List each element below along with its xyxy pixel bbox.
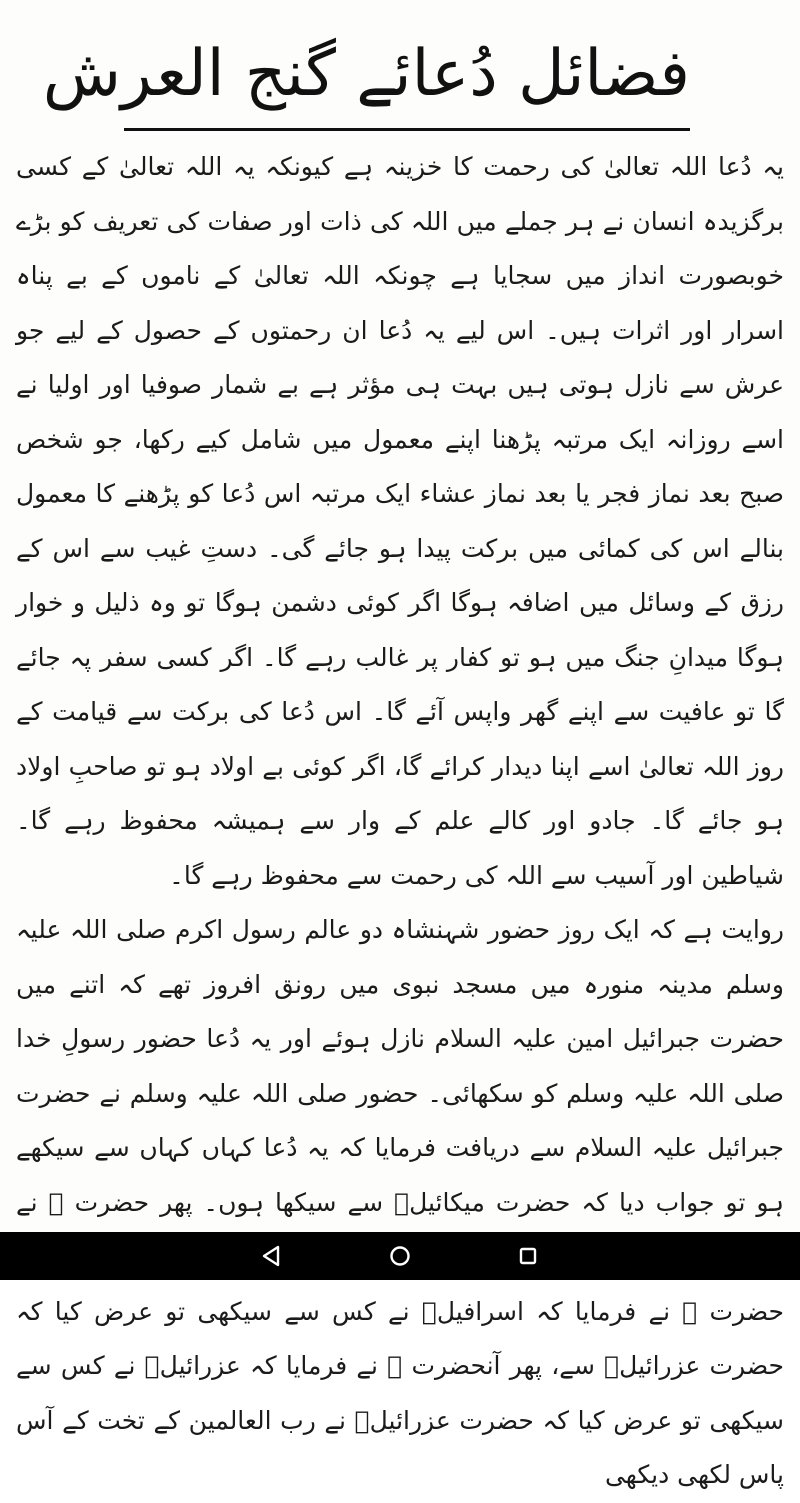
home-button[interactable] [372, 1240, 428, 1272]
triangle-back-icon [256, 1240, 288, 1272]
square-recents-icon [512, 1240, 544, 1272]
paragraph-narration: روایت ہے کہ ایک روز حضور شہنشاہ دو عالم رسول اکرم صلی اللہ علیہ وسلم مدینہ منورہ میں مسجد نبوی میں رونق افروز تھے کہ اتنے میں حضرت جبرائیل امین علیہ السلام نازل ہوئے اور یہ دُعا حضور رسولِ خدا صلی اللہ علیہ وسلم کو سکھائی۔ حضور صلی اللہ علیہ وسلم نے حضرت جبرائیل علیہ السلام سے دریافت فرمایا کہ یہ دُعا کہاں کہاں سے سیکھے ہو تو جواب دیا کہ حضرت میکائیلؑ سے سیکھا ہوں۔ پھر حضرت ﷺ نے حضرت ﷺ نے فرمایا کہ اسرافیلؑ نے کس سے سیکھی تو عرض کیا کہ حضرت عزرائیلؑ سے، پھر آنحضرت ﷺ نے فرمایا کہ عزرائیلؑ نے کس سے سیکھی تو عرض کیا کہ حضرت عزرائیلؑ نے رب العالمین کے تخت کے آس پاس لکھی دیکھی [16, 915, 784, 1489]
back-button[interactable] [244, 1240, 300, 1272]
recents-button[interactable] [500, 1240, 556, 1272]
system-navigation-bar [0, 1232, 800, 1280]
article-body [16, 140, 784, 1489]
title-underline [124, 128, 690, 131]
paragraph-virtues: یہ دُعا اللہ تعالیٰ کی رحمت کا خزینہ ہے کیونکہ یہ اللہ تعالیٰ کے کسی برگزیدہ انسان نے ہر جملے میں اللہ کی ذات اور صفات کی تعریف کو بڑے خوبصورت انداز میں سجایا ہے چونکہ اللہ تعالیٰ کے ناموں کے بے پناہ اسرار اور اثرات ہیں۔ اس لیے یہ دُعا ان رحمتوں کے حصول کے لیے جو عرش سے نازل ہوتی ہیں بہت ہی مؤثر ہے بے شمار صوفیا اور اولیا نے اسے روزانہ ایک مرتبہ پڑھنا اپنے معمول میں شامل کیے رکھا، جو شخص صبح بعد نماز فجر یا بعد نماز عشاء ایک مرتبہ اس دُعا کو پڑھنے کا معمول بنالے اس کی کمائی میں برکت پیدا ہو جائے گی۔ دستِ غیب سے اس کے رزق کے وسائل میں اضافہ ہوگا اگر کوئی دشمن ہوگا تو وہ ذلیل و خوار ہوگا میدانِ جنگ میں ہو تو کفار پر غالب رہے گا۔ اگر کسی سفر پہ جائے گا تو عافیت سے اپنے گھر واپس آئے گا۔ اس دُعا کی برکت سے قیامت کے روز اللہ تعالیٰ اسے اپنا دیدار کرائے گا، اگر کوئی بے اولاد ہو تو صاحبِ اولاد ہو جائے گا۔ جادو اور کالے علم کے وار سے ہمیشہ محفوظ رہے گا۔ شیاطین اور آسیب سے اللہ کی رحمت سے محفوظ رہے گا۔ [16, 152, 784, 890]
circle-home-icon [384, 1240, 416, 1272]
article-title: فضائل دُعائے گنج العرش [42, 37, 690, 111]
